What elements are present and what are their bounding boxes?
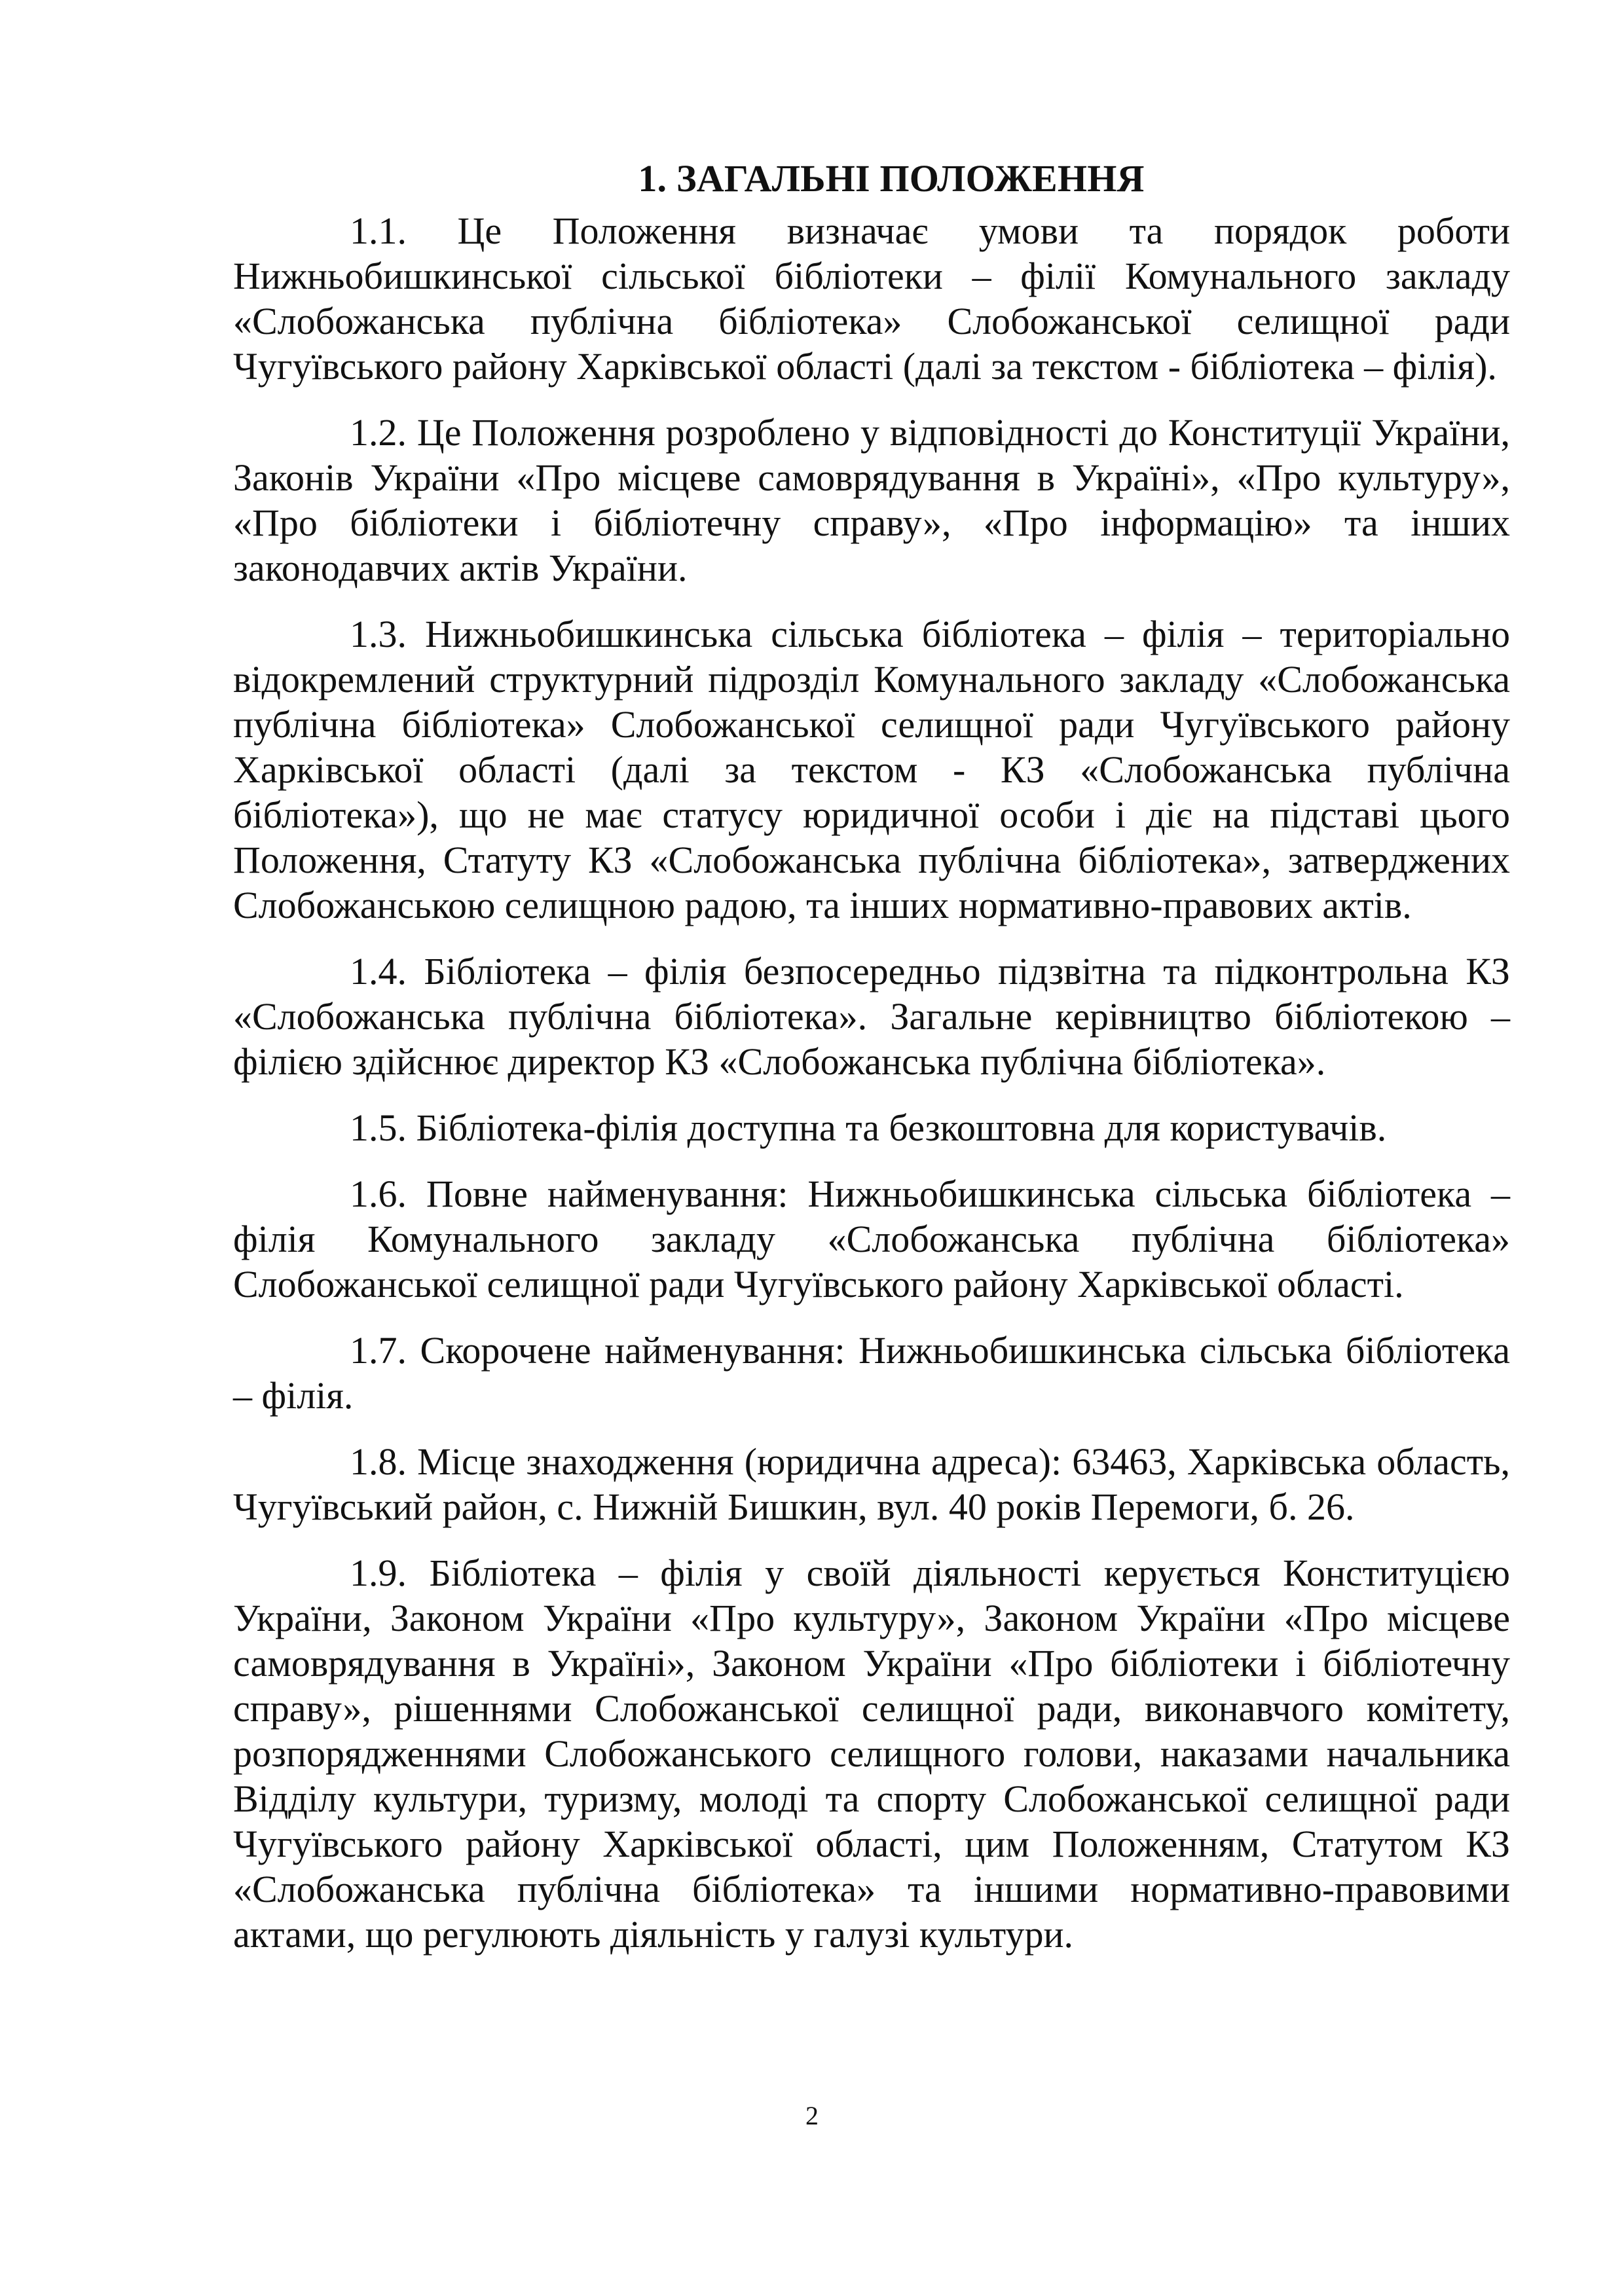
paragraph-1-6: 1.6. Повне найменування: Нижньобишкинська сільська бібліотека – філія Комунального закладу «Слобожанська публічна бібліотека» Слобожанської селищної ради Чугуївського району Харківської області. [233, 1173, 1510, 1305]
paragraph-1-3: 1.3. Нижньобишкинська сільська бібліотека – філія – територіально відокремлений структурний підрозділ Комунального закладу «Слобожанська публічна бібліотека» Слобожанської селищної ради Чугуївського району Харківської області (далі за текстом - КЗ «Слобожанська публічна бібліотека»), що не має статусу юридичної особи і діє на підставі цього Положення, Статуту КЗ «Слобожанська публічна бібліотека», затверджених Слобожанською селищною радою, та інших нормативно-правових актів. [233, 613, 1510, 926]
paragraph-1-1: 1.1. Це Положення визначає умови та порядок роботи Нижньобишкинської сільської бібліотеки – філії Комунального закладу «Слобожанська публічна бібліотека» Слобожанської селищної ради Чугуївського району Харківської області (далі за текстом - бібліотека – філія). [233, 210, 1510, 388]
paragraph-1-8: 1.8. Місце знаходження (юридична адреса): 63463, Харківська область, Чугуївський район, с. Нижній Бишкин, вул. 40 років Перемоги, б. 26. [233, 1440, 1510, 1528]
section-title: 1. ЗАГАЛЬНІ ПОЛОЖЕННЯ [638, 157, 1145, 200]
paragraph-1-2: 1.2. Це Положення розроблено у відповідності до Конституції України, Законів України «Про місцеве самоврядування в Україні», «Про культуру», «Про бібліотеки і бібліотечну справу», «Про інформацію» та інших законодавчих актів України. [233, 411, 1510, 589]
paragraph-1-7: 1.7. Скорочене найменування: Нижньобишкинська сільська бібліотека – філія. [233, 1329, 1510, 1417]
document-body [233, 156, 1510, 1978]
page-number: 2 [805, 2101, 819, 2130]
paragraph-1-5: 1.5. Бібліотека-філія доступна та безкоштовна для користувачів. [350, 1106, 1387, 1149]
paragraph-1-9: 1.9. Бібліотека – філія у своїй діяльності керується Конституцією України, Законом України «Про культуру», Законом України «Про місцеве самоврядування в Україні», Законом України «Про бібліотеки і бібліотечну справу», рішеннями Слобожанської селищної ради, виконавчого комітету, розпорядженнями Слобожанського селищного голови, наказами начальника Відділу культури, туризму, молоді та спорту Слобожанської селищної ради Чугуївського району Харківської області, цим Положенням, Статутом КЗ «Слобожанська публічна бібліотека» та іншими нормативно-правовими актами, що регулюють діяльність у галузі культури. [233, 1552, 1510, 1956]
paragraph-1-4: 1.4. Бібліотека – філія безпосередньо підзвітна та підконтрольна КЗ «Слобожанська публічна бібліотека». Загальне керівництво бібліотекою – філією здійснює директор КЗ «Слобожанська публічна бібліотека». [233, 950, 1510, 1083]
